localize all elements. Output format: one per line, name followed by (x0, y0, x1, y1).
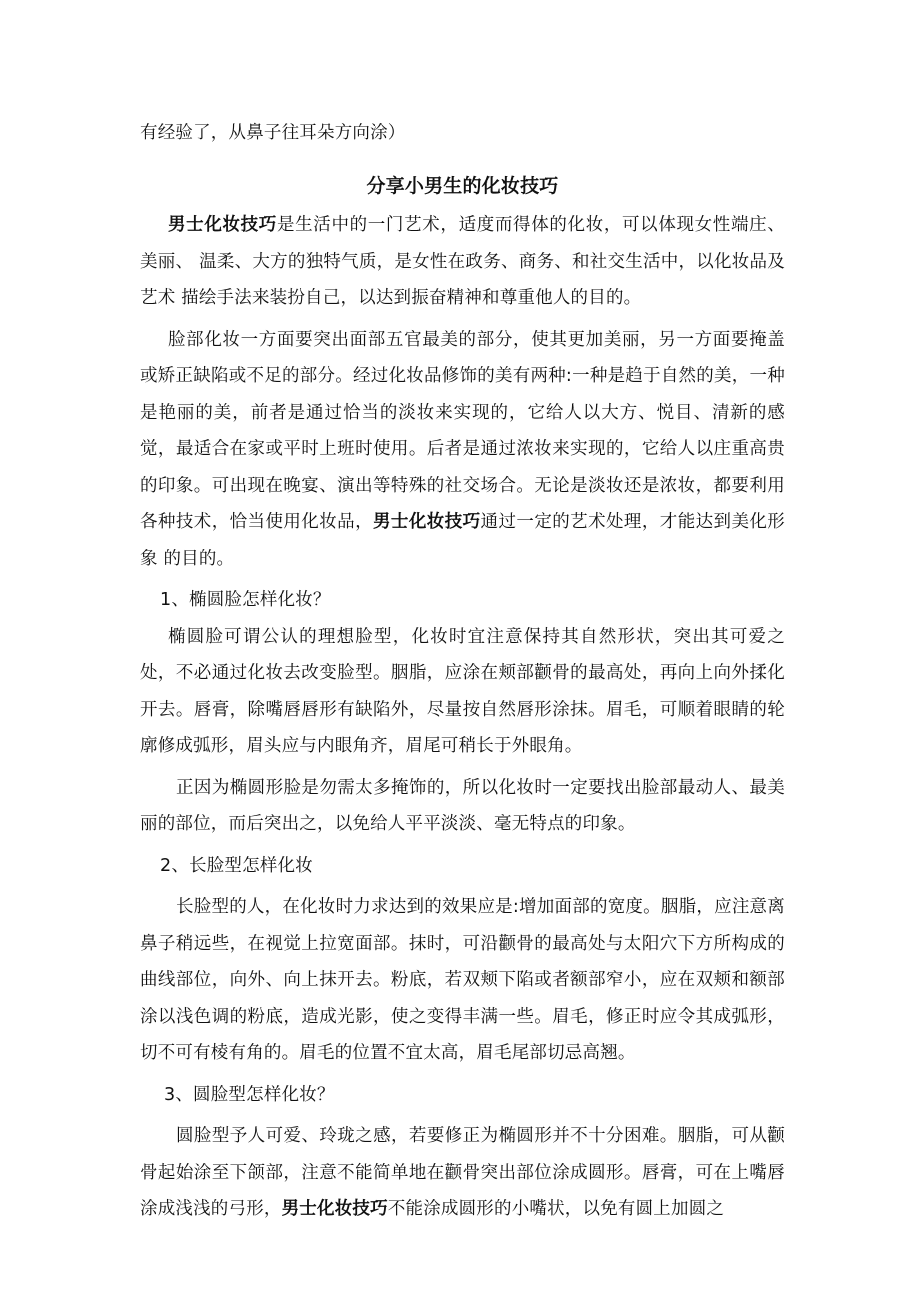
intro-paragraph (140, 207, 785, 317)
document-page (140, 115, 785, 1228)
section-1-paragraph-2: 正因为椭圆形脸是勿需太多掩饰的，所以化妆时一定要找出脸部最动人、最美丽的部位，而后突出之，以免给人平平淡淡、毫无特点的印象。 (140, 777, 785, 834)
face-makeup-paragraph (140, 322, 785, 578)
section-1-paragraph-1: 椭圆脸可谓公认的理想脸型，化妆时宜注意保持其自然形状，突出其可爱之处，不必通过化妆去改变脸型。胭脂，应涂在颊部颧骨的最高处，再向上向外揉化开去。唇膏，除嘴唇唇形有缺陷外，尽量按自然唇形涂抹。眉毛，可顺着眼睛的轮廓修成弧形，眉头应与内眼角齐，眉尾可稍长于外眼角。 (140, 626, 785, 756)
section-3-text-after: 不能涂成圆形的小嘴状，以免有圆上加圆之 (387, 1199, 725, 1219)
face-makeup-text-before: 脸部化妆一方面要突出面部五官最美的部分，使其更加美丽，另一方面要掩盖或矫正缺陷或不足的部分。经过化妆品修饰的美有两种:一种是趋于自然的美，一种是艳丽的美，前者是通过恰当的淡妆来实现的，它给人以大方、悦目、清新的感觉，最适合在家或平时上班时使用。后者是通过浓妆来实现的，它给人以庄重高贵的印象。可出现在晚宴、演出等特殊的社交场合。无论是淡妆还是浓妆，都要利用各种技术，恰当使用化妆品， (140, 329, 785, 532)
section-2-paragraph-1: 长脸型的人，在化妆时力求达到的效果应是:增加面部的宽度。胭脂，应注意离鼻子稍远些，在视觉上拉宽面部。抹时，可沿颧骨的最高处与太阳穴下方所构成的曲线部位，向外、向上抹开去。粉底，若双颊下陷或者额部窄小，应在双颊和额部涂以浅色调的粉底，造成光影，使之变得丰满一些。眉毛，修正时应令其成弧形，切不可有棱有角的。眉毛的位置不宜太高，眉毛尾部切忌高翘。 (140, 897, 785, 1063)
section-3-bold-term: 男士化妆技巧 (281, 1199, 388, 1219)
section-3-text-before: 圆脸型予人可爱、玲珑之感，若要修正为椭圆形并不十分困难。胭脂，可从颧骨起始涂至下颌部，注意不能简单地在颧骨突出部位涂成圆形。唇膏，可在上嘴唇涂成浅浅的弓形， (140, 1126, 785, 1219)
face-makeup-text-after: 通过一定的艺术处理，才能达到美化形象 的目的。 (140, 512, 786, 569)
section-3-heading: 3、圆脸型怎样化妆？ (164, 1084, 335, 1105)
intro-text: 是生活中的一门艺术，适度而得体的化妆，可以体现女性端庄、美丽、 温柔、大方的独特气质，是女性在政务、商务、和社交生活中，以化妆品及艺术 描绘手法来装扮自己，以达到振奋精神和尊重他人的目的。 (140, 215, 785, 308)
document-title: 分享小男生的化妆技巧 (366, 174, 559, 197)
section-2-heading: 2、长脸型怎样化妆 (160, 855, 313, 876)
intro-bold-term: 男士化妆技巧 (168, 215, 277, 235)
continued-line: 有经验了，从鼻子往耳朵方向涂） (140, 123, 406, 143)
face-makeup-bold-term: 男士化妆技巧 (373, 512, 481, 532)
section-1-heading: 1、椭圆脸怎样化妆？ (160, 590, 331, 610)
section-3-paragraph-1 (140, 1118, 785, 1228)
